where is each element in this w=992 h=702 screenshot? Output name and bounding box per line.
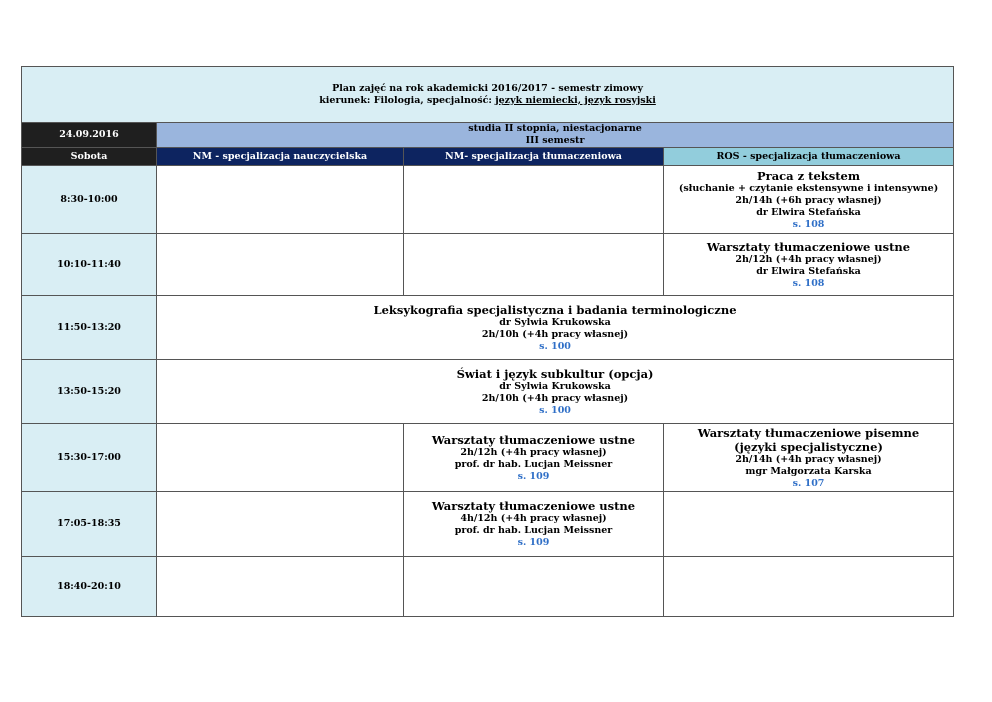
class-cell xyxy=(404,424,664,492)
empty-cell xyxy=(404,234,664,296)
header-field-label: kierunek: Filologia, specjalność: xyxy=(319,94,496,106)
schedule-table xyxy=(21,66,954,617)
class-teacher: dr Sylwia Krukowska xyxy=(499,316,611,328)
studia-semester: III semestr xyxy=(525,135,585,146)
class-hours: 2h/12h (+4h pracy własnej) xyxy=(735,253,882,265)
class-cell xyxy=(664,166,954,234)
header-title: Plan zajęć na rok akademicki 2016/2017 - semestr zimowy xyxy=(332,82,643,94)
empty-cell xyxy=(404,166,664,234)
empty-cell xyxy=(157,424,404,492)
time-row xyxy=(22,360,954,424)
class-hours: 2h/14h (+4h pracy własnej) xyxy=(735,453,882,465)
time-cell: 17:05-18:35 xyxy=(22,492,157,557)
class-teacher: prof. dr hab. Lucjan Meissner xyxy=(454,458,613,470)
class-title-subtitle: (języki specjalistyczne) xyxy=(734,439,883,454)
class-hours: 4h/12h (+4h pracy własnej) xyxy=(460,513,607,524)
class-room: s. 100 xyxy=(539,340,571,352)
time-cell: 15:30-17:00 xyxy=(22,424,157,492)
schedule-header xyxy=(22,67,954,123)
class-room: s. 108 xyxy=(792,218,825,230)
time-row xyxy=(22,234,954,296)
class-teacher: mgr Małgorzata Karska xyxy=(745,465,872,477)
class-teacher: dr Elwira Stefańska xyxy=(756,265,861,277)
class-title: Warsztaty tłumaczeniowe ustne xyxy=(431,432,636,447)
class-cell xyxy=(664,234,954,296)
class-room: s. 100 xyxy=(539,404,571,416)
class-hours: 2h/14h (+6h pracy własnej) xyxy=(735,194,882,206)
class-teacher: dr Sylwia Krukowska xyxy=(499,380,611,392)
time-cell: 8:30-10:00 xyxy=(22,166,157,234)
class-teacher: dr Elwira Stefańska xyxy=(756,206,861,218)
class-teacher: prof. dr hab. Lucjan Meissner xyxy=(454,525,613,536)
class-title: Warsztaty tłumaczeniowe ustne xyxy=(706,239,911,254)
empty-cell xyxy=(664,492,954,557)
time-cell: 18:40-20:10 xyxy=(22,557,157,617)
class-room: s. 109 xyxy=(517,537,550,548)
class-cell xyxy=(157,296,954,360)
empty-cell xyxy=(157,166,404,234)
class-title: Praca z tekstem xyxy=(757,168,861,183)
class-title: Warsztaty tłumaczeniowe pisemne xyxy=(697,425,920,440)
class-room: s. 108 xyxy=(792,277,825,289)
class-title: Warsztaty tłumaczeniowe ustne xyxy=(431,499,636,513)
day-cell: Sobota xyxy=(22,148,157,166)
column-nm-teacher: NM - specjalizacja nauczycielska xyxy=(157,148,404,166)
empty-cell xyxy=(157,492,404,557)
header-specialty: język niemiecki, język rosyjski xyxy=(495,94,656,106)
empty-cell xyxy=(157,234,404,296)
class-cell xyxy=(157,360,954,424)
class-room: s. 109 xyxy=(517,470,550,482)
time-row xyxy=(22,557,954,617)
time-row xyxy=(22,492,954,557)
class-hours: 2h/10h (+4h pracy własnej) xyxy=(481,392,629,404)
time-row xyxy=(22,166,954,234)
class-description: (słuchanie + czytanie ekstensywne i intensywne) xyxy=(678,182,939,194)
header-row xyxy=(22,67,954,123)
class-hours: 2h/10h (+4h pracy własnej) xyxy=(481,328,629,340)
column-ros-translator: ROS - specjalizacja tłumaczeniowa xyxy=(664,148,954,166)
studia-type: studia II stopnia, niestacjonarne xyxy=(468,123,642,134)
empty-cell xyxy=(664,557,954,617)
date-cell: 24.09.2016 xyxy=(22,123,157,148)
class-title: Leksykografia specjalistyczna i badania terminologiczne xyxy=(373,302,737,317)
studia-cell xyxy=(157,123,954,148)
date-row xyxy=(22,123,954,148)
empty-cell xyxy=(157,557,404,617)
time-cell: 13:50-15:20 xyxy=(22,360,157,424)
columns-row xyxy=(22,148,954,166)
time-cell: 10:10-11:40 xyxy=(22,234,157,296)
class-room: s. 107 xyxy=(792,477,825,489)
column-nm-translator: NM- specjalizacja tłumaczeniowa xyxy=(404,148,664,166)
time-row xyxy=(22,424,954,492)
time-cell: 11:50-13:20 xyxy=(22,296,157,360)
class-title: Świat i język subkultur (opcja) xyxy=(456,366,654,381)
time-row xyxy=(22,296,954,360)
empty-cell xyxy=(404,557,664,617)
class-cell xyxy=(664,424,954,492)
class-hours: 2h/12h (+4h pracy własnej) xyxy=(460,446,607,458)
class-cell xyxy=(404,492,664,557)
